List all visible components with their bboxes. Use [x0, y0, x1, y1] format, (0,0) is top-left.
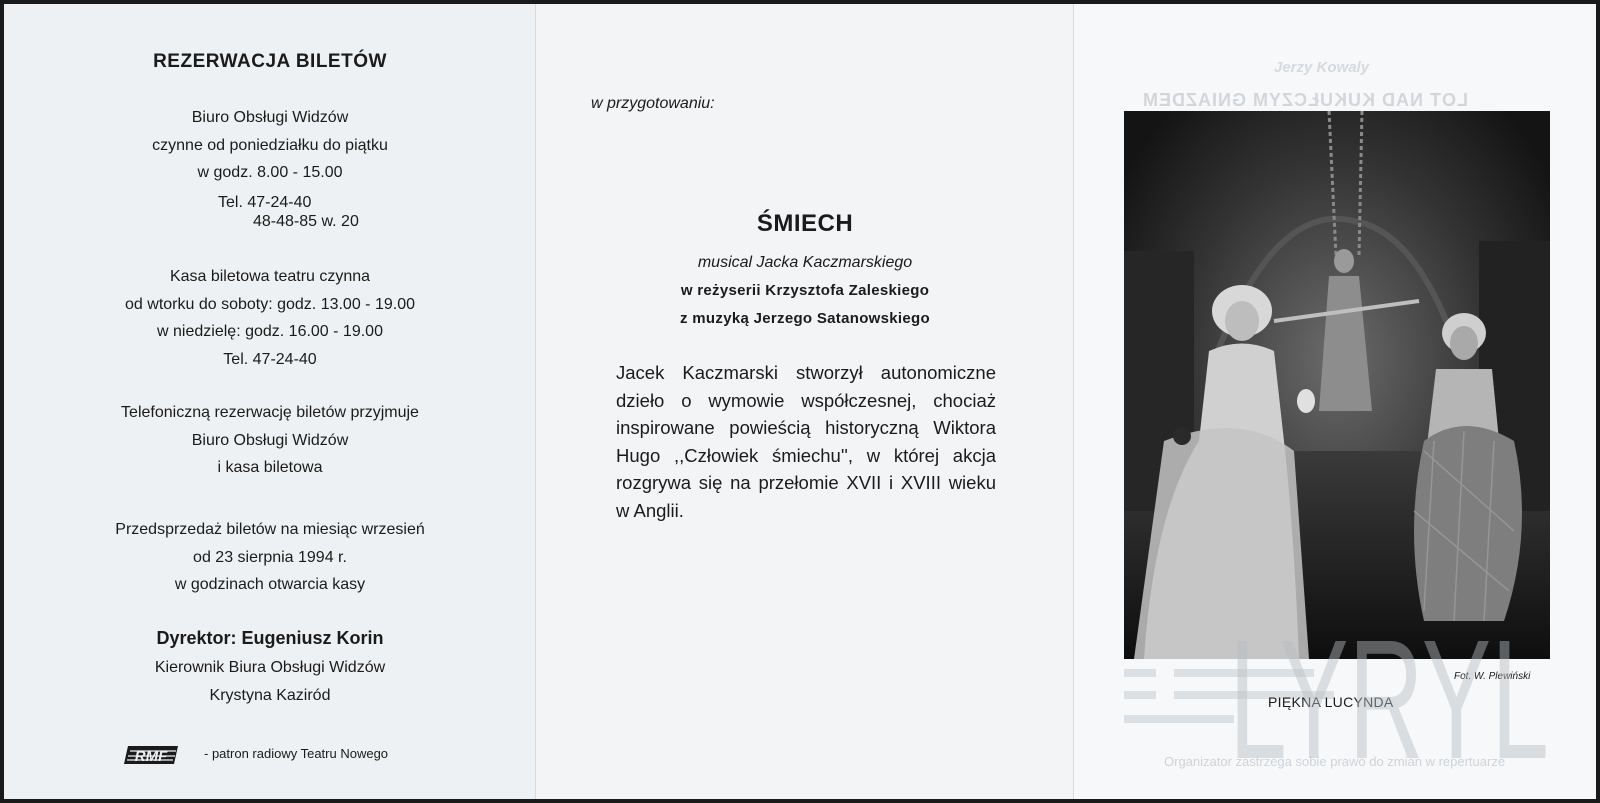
music-credit: z muzyką Jerzego Satanowskiego — [680, 310, 930, 327]
musical-credit: musical Jacka Kaczmarskiego — [697, 254, 913, 271]
rmf-logo — [122, 744, 180, 766]
bleed-through-author: Jerzy Kowaly — [1274, 59, 1370, 76]
presale-line: Przedsprzedaż biletów na miesiąc wrzesień — [115, 521, 425, 538]
direction-credit: w reżyserii Krzysztofa Zaleskiego — [680, 282, 930, 299]
box-office-line: Kasa biletowa teatru czynna — [169, 268, 371, 285]
manager-line: Kierownik Biura Obsługi Widzów — [154, 659, 386, 676]
office-line: w godz. 8.00 - 15.00 — [197, 164, 343, 181]
programme-sheet — [4, 4, 1596, 799]
box-office-line: od wtorku do soboty: godz. 13.00 - 19.00 — [125, 295, 415, 313]
archive-watermark — [1224, 616, 1554, 766]
photo-credit: Fot. W. Plewiński — [1454, 671, 1531, 682]
photo-panel — [1074, 4, 1596, 799]
watermark-text: LYRYL — [1229, 616, 1549, 766]
manager-line: Krystyna Kaziród — [209, 686, 331, 704]
reservation-title: REZERWACJA BILETÓW — [153, 51, 387, 72]
phone-reservation-line: Telefoniczną rezerwację biletów przyjmuje — [121, 404, 419, 421]
show-title: ŚMIECH — [756, 210, 854, 237]
phone-reservation-line: Biuro Obsługi Widzów — [191, 431, 349, 449]
manager-block — [4, 654, 536, 709]
bleed-through-bottom: Organizator zastrzega sobie prawo do zmian w repertuarze — [1164, 754, 1506, 769]
bleed-through-title: LOT NAD KUKUŁCZYM GNIAZDEM — [1142, 90, 1468, 110]
photo-caption: PIĘKNA LUCYNDA — [1268, 694, 1394, 710]
office-hours-block — [4, 104, 536, 187]
patron-text: - patron radiowy Teatru Nowego — [204, 746, 389, 761]
announcement-panel — [536, 4, 1074, 799]
office-phone-2: 48-48-85 w. 20 — [253, 213, 359, 230]
stage-photo — [1124, 111, 1550, 659]
preparation-label: w przygotowaniu: — [591, 95, 715, 112]
box-office-line: w niedzielę: godz. 16.00 - 19.00 — [157, 323, 383, 340]
reservation-panel — [4, 4, 536, 799]
director-name: Dyrektor: Eugeniusz Korin — [156, 628, 384, 648]
presale-line: od 23 sierpnia 1994 r. — [193, 548, 347, 566]
phone-reservation-block — [4, 399, 536, 482]
box-office-line: Tel. 47-24-40 — [223, 350, 317, 368]
office-line: Biuro Obsługi Widzów — [191, 109, 349, 126]
show-description: Jacek Kaczmarski stworzył autonomiczne dzieło o wymowie współczesnej, chociaż inspirowane powieścią historyczną Wiktora Hugo ,,Człowiek śmiechu'', w której akcja rozgrywa się na przełomie XVII i XVIII wieku w Anglii. — [616, 362, 996, 521]
box-office-block — [4, 263, 536, 373]
phone-reservation-line: i kasa biletowa — [217, 459, 323, 476]
presale-block — [4, 516, 536, 599]
office-line: czynne od poniedziałku do piątku — [152, 136, 388, 154]
office-phone-1: Tel. 47-24-40 — [218, 194, 312, 211]
rmf-logo-text: RMF — [134, 748, 168, 765]
presale-line: w godzinach otwarcia kasy — [174, 576, 366, 593]
